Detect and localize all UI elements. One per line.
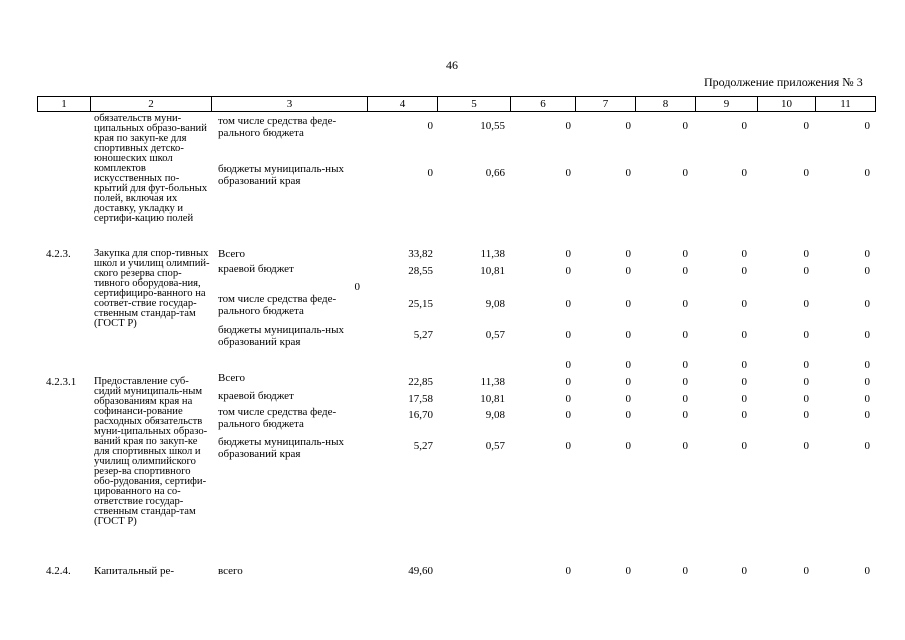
cell-value: 0 [625,565,631,577]
cell-value: 0 [741,565,747,577]
cell-value: 5,27 [413,440,433,452]
cell-value: 0 [864,409,870,421]
cell-value: 33,82 [408,248,433,260]
row-code: 4.2.3.1 [46,376,77,388]
cell-value: 0 [741,298,747,310]
cell-value: 17,58 [408,393,433,405]
funding-source: бюджеты муниципаль-ных образований края [218,436,344,460]
cell-value: 0 [625,329,631,341]
cell-value: 0 [864,359,870,371]
cell-value: 28,55 [408,265,433,277]
cell-value: 0 [625,376,631,388]
cell-value: 11,38 [480,248,505,260]
column-header-11: 11 [815,96,876,112]
cell-value: 0 [565,167,571,179]
cell-value: 0,66 [485,167,505,179]
funding-source: Всего [218,248,245,260]
cell-value: 0 [682,376,688,388]
cell-value: 0 [864,440,870,452]
cell-value: 11,38 [480,376,505,388]
cell-value: 0 [682,409,688,421]
cell-value: 0 [803,120,809,132]
column-header-4: 4 [367,96,437,112]
funding-source: бюджеты муниципаль-ных образований края [218,163,344,187]
cell-value: 0 [682,565,688,577]
cell-value: 0 [864,248,870,260]
cell-value: 0 [565,440,571,452]
cell-value: 0 [741,120,747,132]
cell-value: 0 [803,565,809,577]
cell-value: 0 [741,167,747,179]
row-name: Капитальный ре- [94,565,175,577]
row-name: Закупка для спор-тивных школ и училищ олимпий-ского резерва спор-тивного оборудова-ния, сертифициро-ванного на соответ-ствие государ-ственным стандар-там (ГОСТ Р) [94,248,210,329]
cell-value: 0 [864,265,870,277]
cell-value: 0 [625,120,631,132]
cell-value: 0 [565,359,571,371]
column-header-7: 7 [575,96,635,112]
cell-value: 0 [741,359,747,371]
column-header-2: 2 [90,96,211,112]
cell-value: 0 [565,329,571,341]
cell-value: 10,81 [480,393,505,405]
funding-source: краевой бюджет [218,390,294,402]
column-header-6: 6 [510,96,575,112]
cell-value: 0 [565,376,571,388]
page-number: 46 [446,58,458,72]
cell-value: 0 [682,120,688,132]
cell-value: 0 [565,298,571,310]
cell-value: 0 [803,376,809,388]
cell-value: 0 [803,248,809,260]
cell-value: 0 [682,359,688,371]
cell-value: 0 [427,167,433,179]
cell-value: 0 [682,440,688,452]
cell-value: 0 [741,393,747,405]
cell-value: 0 [803,298,809,310]
cell-value: 10,81 [480,265,505,277]
cell-value: 0 [682,298,688,310]
cell-value: 0 [741,248,747,260]
cell-value: 0,57 [485,440,505,452]
cell-value: 0 [741,376,747,388]
cell-value: 0 [864,167,870,179]
cell-value: 5,27 [413,329,433,341]
cell-value: 0 [682,329,688,341]
funding-source: том числе средства феде-рального бюджета [218,406,337,430]
cell-value: 0 [803,409,809,421]
cell-value: 0 [625,265,631,277]
cell-value: 10,55 [480,120,505,132]
cell-value: 0 [864,393,870,405]
cell-value: 0 [565,120,571,132]
cell-value: 25,15 [408,298,433,310]
cell-value: 0 [803,393,809,405]
cell-value: 9,08 [485,298,505,310]
cell-value: 0 [625,167,631,179]
cell-value: 0 [565,565,571,577]
row-code: 4.2.4. [46,565,71,577]
funding-source: всего [218,565,243,577]
cell-value: 0 [565,248,571,260]
cell-value: 0 [682,167,688,179]
funding-source: том числе средства феде-рального бюджета [218,115,337,139]
column-header-3: 3 [211,96,367,112]
cell-value: 0 [741,440,747,452]
continuation-note: Продолжение приложения № 3 [704,75,863,89]
cell-value: 0 [803,265,809,277]
column-header-5: 5 [437,96,510,112]
cell-value: 49,60 [408,565,433,577]
cell-value: 0 [803,359,809,371]
column-header-8: 8 [635,96,695,112]
cell-value: 16,70 [408,409,433,421]
cell-value: 0 [741,265,747,277]
cell-value: 9,08 [485,409,505,421]
column-header-1: 1 [37,96,90,112]
column-header-9: 9 [695,96,757,112]
cell-value: 0,57 [485,329,505,341]
funding-source: краевой бюджет [218,263,294,275]
cell-value: 0 [803,329,809,341]
funding-source: том числе средства феде-рального бюджета [218,293,337,317]
cell-value: 0 [682,265,688,277]
funding-source: бюджеты муниципаль-ных образований края [218,324,344,348]
cell-value: 22,85 [408,376,433,388]
row-code: 4.2.3. [46,248,71,260]
cell-value: 0 [682,393,688,405]
cell-value: 0 [625,409,631,421]
cell-value: 0 [625,393,631,405]
column-header-10: 10 [757,96,815,112]
cell-value: 0 [565,409,571,421]
cell-value: 0 [864,329,870,341]
cell-value: 0 [741,329,747,341]
cell-value: 0 [864,376,870,388]
row-name: обязательств муни-ципальных образо-ваний края по закуп-ке для спортивных детско-юношеских школ комплектов искусственных по-крытий для фут-больных полей, включая их доставку, укладку и сертифи-кацию полей [94,113,208,224]
cell-value: 0 [565,265,571,277]
cell-value: 0 [625,440,631,452]
cell-value: 0 [625,248,631,260]
cell-value: 0 [803,167,809,179]
cell-value: 0 [354,281,360,293]
cell-value: 0 [682,248,688,260]
cell-value: 0 [625,359,631,371]
cell-value: 0 [625,298,631,310]
cell-value: 0 [427,120,433,132]
funding-source: Всего [218,372,245,384]
row-name: Предоставление суб-сидий муниципаль-ным образованиям края на софинанси-рование расходных обязательств муни-ципальных образо-ваний края по закуп-ке для спортивных школ и училищ олимпийского резер-ва спортивного обо-рудования, сертифи-цированного на со-ответствие государ-ственным стандар-там (ГОСТ Р) [94,376,208,527]
cell-value: 0 [803,440,809,452]
cell-value: 0 [864,120,870,132]
cell-value: 0 [864,298,870,310]
cell-value: 0 [741,409,747,421]
cell-value: 0 [864,565,870,577]
cell-value: 0 [565,393,571,405]
